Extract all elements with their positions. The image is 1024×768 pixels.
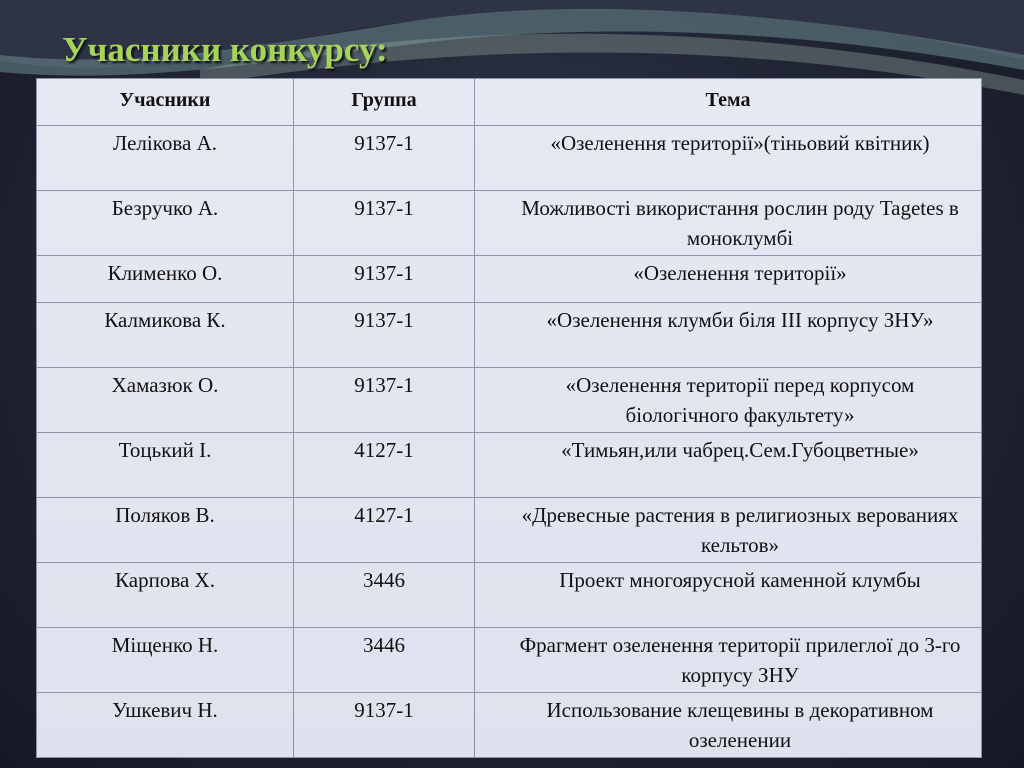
participant-group: 9137-1 — [294, 126, 475, 191]
participant-topic — [475, 368, 982, 433]
participant-group: 4127-1 — [294, 498, 475, 563]
participant-group: 3446 — [294, 563, 475, 628]
table-header-row — [37, 79, 982, 126]
topic-text: «Озеленення території перед корпусом біологічного факультету» — [565, 373, 915, 427]
table-row — [37, 498, 982, 563]
participant-name: Безручко А. — [37, 191, 294, 256]
participant-topic — [475, 303, 982, 368]
topic-text: Проект многоярусной каменной клумбы — [559, 568, 921, 592]
participant-group: 4127-1 — [294, 433, 475, 498]
participant-name: Калмикова К. — [37, 303, 294, 368]
table-row — [37, 628, 982, 693]
topic-text: Фрагмент озеленення території прилеглої до 3-го корпусу ЗНУ — [519, 633, 961, 687]
topic-text: Можливості використання рослин роду Tagetes в моноклумбі — [521, 196, 959, 250]
participant-name: Лелікова А. — [37, 126, 294, 191]
topic-text: «Озеленення території» — [633, 261, 847, 285]
participant-group: 9137-1 — [294, 303, 475, 368]
participants-table — [36, 78, 982, 758]
participant-topic — [475, 563, 982, 628]
column-header-participants: Учасники — [37, 79, 294, 126]
column-header-topic: Тема — [475, 79, 982, 126]
table-row — [37, 303, 982, 368]
participant-name: Тоцький І. — [37, 433, 294, 498]
table-row — [37, 191, 982, 256]
table-row — [37, 693, 982, 758]
participant-name: Карпова Х. — [37, 563, 294, 628]
participant-name: Міщенко Н. — [37, 628, 294, 693]
participant-group: 9137-1 — [294, 256, 475, 303]
participant-topic — [475, 256, 982, 303]
table-row — [37, 563, 982, 628]
participant-name: Клименко О. — [37, 256, 294, 303]
table-row — [37, 368, 982, 433]
participant-topic — [475, 433, 982, 498]
topic-text: Использование клещевины в декоративном озеленении — [546, 698, 934, 752]
slide-title: Учасники конкурсу: — [62, 30, 388, 69]
participant-topic — [475, 498, 982, 563]
table-row — [37, 256, 982, 303]
participant-name: Поляков В. — [37, 498, 294, 563]
participant-group: 9137-1 — [294, 368, 475, 433]
topic-text: «Озеленення клумби біля ІІІ корпусу ЗНУ» — [546, 308, 934, 332]
participant-topic — [475, 693, 982, 758]
column-header-group: Группа — [294, 79, 475, 126]
table-row — [37, 126, 982, 191]
participant-topic — [475, 628, 982, 693]
participant-group: 9137-1 — [294, 191, 475, 256]
participant-name: Ушкевич Н. — [37, 693, 294, 758]
topic-text: «Озеленення території»(тіньовий квітник) — [550, 131, 930, 155]
topic-text: «Тимьян,или чабрец.Сем.Губоцветные» — [561, 438, 919, 462]
participant-topic — [475, 126, 982, 191]
participant-group: 9137-1 — [294, 693, 475, 758]
participant-group: 3446 — [294, 628, 475, 693]
participant-name: Хамазюк О. — [37, 368, 294, 433]
table-row — [37, 433, 982, 498]
participant-topic — [475, 191, 982, 256]
topic-text: «Древесные растения в религиозных верованиях кельтов» — [521, 503, 959, 557]
